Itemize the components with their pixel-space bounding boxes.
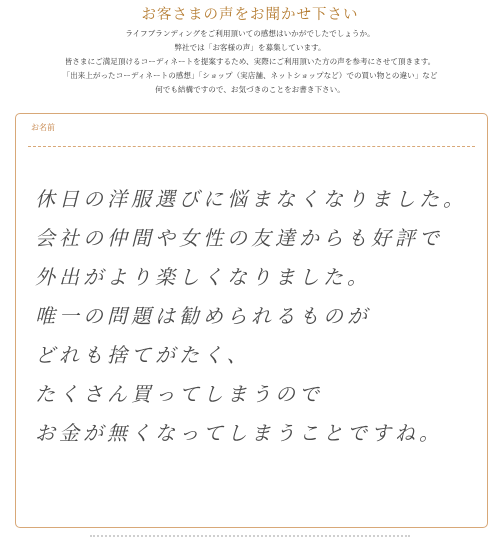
name-field-line bbox=[28, 146, 475, 147]
message-line: 会社の仲間や女性の友達からも好評で bbox=[35, 226, 443, 250]
message-line: 唯一の問題は勧められるものが bbox=[35, 304, 371, 328]
handwritten-message bbox=[35, 180, 485, 453]
intro-line: 皆さまにご満足頂けるコーディネートを提案するため、実際にご利用頂いた方の声を参考にさせて頂きます。 bbox=[64, 57, 436, 66]
intro-line: 何でも結構ですので、お気づきのことをお書き下さい。 bbox=[155, 85, 345, 94]
footer-faint-text bbox=[90, 535, 410, 543]
intro-text bbox=[0, 27, 500, 97]
page-title: お客さまの声をお聞かせ下さい bbox=[141, 7, 359, 23]
message-line: 休日の洋服選びに悩まなくなりました。 bbox=[35, 187, 467, 211]
name-label: お名前 bbox=[31, 123, 55, 132]
intro-line: ライフブランディングをご利用頂いての感想はいかがでしたでしょうか。 bbox=[125, 29, 375, 38]
intro-line: 弊社では「お客様の声」を募集しています。 bbox=[174, 43, 326, 52]
message-line: たくさん買ってしまうので bbox=[35, 382, 323, 406]
feedback-card bbox=[15, 113, 488, 528]
message-line: 外出がより楽しくなりました。 bbox=[35, 265, 371, 289]
message-line: お金が無くなってしまうことですね。 bbox=[35, 421, 443, 445]
message-line: どれも捨てがたく、 bbox=[35, 343, 251, 367]
intro-line: 「出来上がったコーディネートの感想」「ショップ（実店舗、ネットショップなど）での買い物との違い」など bbox=[62, 71, 438, 80]
